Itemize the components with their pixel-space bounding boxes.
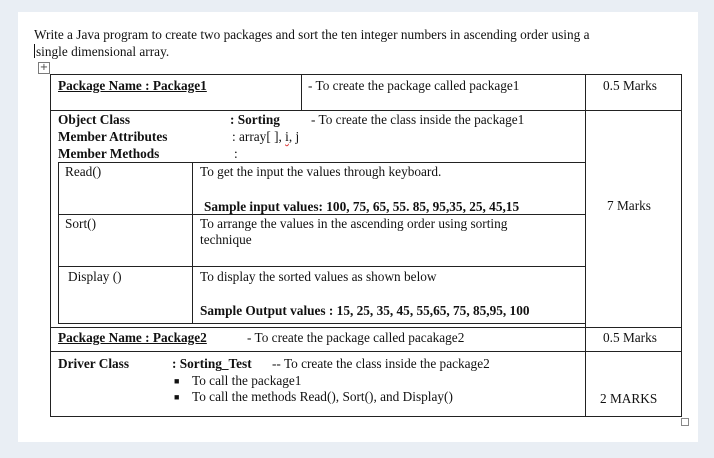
package1-desc: - To create the package called package1: [308, 78, 520, 93]
method-row-divider: [58, 266, 585, 267]
method-row-divider: [58, 323, 585, 324]
method-row-divider: [58, 162, 585, 163]
object-class-desc: - To create the class inside the package1: [311, 112, 525, 127]
package2-label: Package Name : Package2: [58, 330, 207, 345]
text-cursor: [34, 44, 35, 58]
driver-bullet-2: To call the methods Read(), Sort(), and Display(): [192, 389, 453, 404]
driver-class-value: : Sorting_Test: [172, 356, 252, 371]
document-page: [18, 12, 698, 442]
method-sort-name: Sort(): [65, 216, 97, 231]
member-attributes-label: Member Attributes: [58, 129, 168, 144]
member-methods-label: Member Methods: [58, 146, 160, 161]
table-border-left: [50, 74, 51, 417]
member-methods-value: :: [234, 146, 238, 161]
methods-table-divider: [192, 162, 193, 324]
method-sort-desc-2: technique: [200, 232, 252, 247]
marks-column-divider: [585, 74, 586, 417]
driver-marks: 2 MARKS: [600, 391, 658, 406]
member-attributes-value: [232, 129, 299, 145]
attribute-i: i: [285, 129, 289, 144]
question-line-1: Write a Java program to create two packages and sort the ten integer numbers in ascending order using a: [34, 27, 590, 42]
method-read-desc: To get the input the values through keyboard.: [200, 164, 442, 179]
driver-class-label: Driver Class: [58, 356, 130, 371]
object-class-value: : Sorting: [230, 112, 280, 127]
question-line-2: single dimensional array.: [36, 44, 170, 59]
method-display-desc: To display the sorted values as shown below: [200, 269, 437, 284]
package-column-divider: [301, 74, 302, 111]
sample-input-values: Sample input values: 100, 75, 65, 55. 85, 95,35, 25, 45,15: [204, 199, 520, 214]
package1-marks: 0.5 Marks: [603, 78, 657, 93]
driver-bullet-1: To call the package1: [192, 373, 302, 388]
table-border-top: [50, 74, 682, 75]
driver-class-desc: -- To create the class inside the package2: [272, 356, 490, 371]
methods-table-left: [58, 162, 59, 324]
method-sort-desc-1: To arrange the values in the ascending order using sorting: [200, 216, 508, 231]
table-row-divider: [50, 351, 682, 352]
resize-handle-icon[interactable]: [681, 418, 689, 426]
table-row-divider: [50, 110, 682, 111]
object-class-label: Object Class: [58, 112, 131, 127]
table-border-bottom: [50, 416, 682, 417]
bullet-icon: ■: [174, 392, 180, 402]
class-block-marks: 7 Marks: [607, 198, 651, 213]
package2-marks: 0.5 Marks: [603, 330, 657, 345]
package1-label: Package Name : Package1: [58, 78, 207, 93]
question-line-2-wrap: [34, 43, 674, 60]
question-text: [34, 26, 674, 60]
package2-desc: - To create the package called pacakage2: [247, 330, 465, 345]
bullet-icon: ■: [174, 376, 180, 386]
attributes-prefix: : array[ ],: [232, 129, 286, 144]
move-anchor-icon[interactable]: +: [39, 62, 49, 73]
sample-output-values: Sample Output values : 15, 25, 35, 45, 55,65, 75, 85,95, 100: [200, 303, 530, 318]
table-border-right: [681, 74, 682, 417]
attribute-j: j: [295, 129, 300, 144]
table-row-divider: [50, 327, 682, 328]
attribute-separator: ,: [288, 129, 296, 144]
method-read-name: Read(): [65, 164, 102, 179]
method-display-name: Display (): [68, 269, 122, 284]
